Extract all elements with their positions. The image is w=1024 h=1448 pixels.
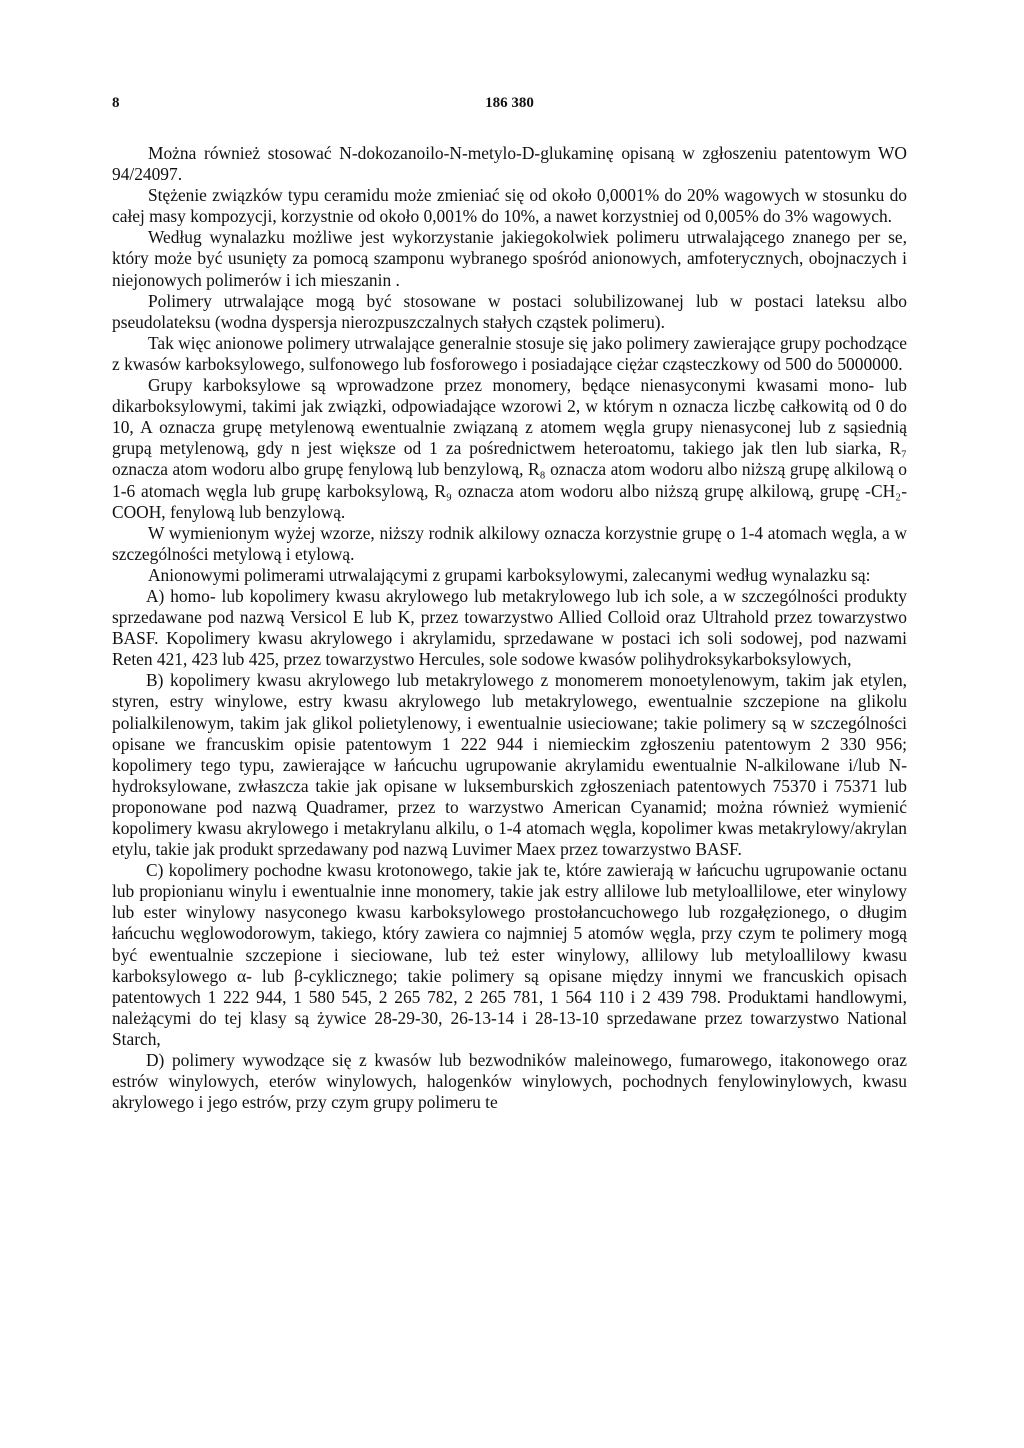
paragraph: Polimery utrwalające mogą być stosowane w postaci solubilizowanej lub w postaci lateksu albo pseudolateksu (wodna dyspersja nierozpuszczalnych stałych cząstek polimeru).	[112, 290, 907, 332]
page-number: 8	[112, 95, 120, 111]
list-item-b: B) kopolimery kwasu akrylowego lub metakrylowego z monomerem monoetylenowym, takim jak etylen, styren, estry winylowe, estry kwasu akrylowego lub metakrylowego, ewentualnie szczepione na glikolu polialkilenowym, takim jak glikol polietylenowy, i ewentualnie usieciowane; takie polimery są w szczególności opisane we francuskim opisie patentowym 1 222 944 i niemieckim zgłoszeniu patentowym 2 330 956; kopolimery tego typu, zawierające w łańcuchu ugrupowanie akrylamidu ewentualnie N-alkilowane i/lub N-hydroksylowane, zwłaszcza takie jak opisane w luksemburskich zgłoszeniach patentowych 75370 i 75371 lub proponowane pod nazwą Quadramer, przez to warzystwo American Cyanamid; można również wymienić kopolimery kwasu akrylowego i metakrylanu alkilu, o 1-4 atomach węgla, kopolimer kwas metakrylowy/akrylan etylu, takie jak produkt sprzedawany pod nazwą Luvimer Maex przez towarzystwo BASF.	[112, 670, 907, 860]
list-item-d: D) polimery wywodzące się z kwasów lub bezwodników maleinowego, fumarowego, itakonowego oraz estrów winylowych, eterów winylowych, halogenków winylowych, pochodnych fenylowinylowych, kwasu akrylowego i jego estrów, przy czym grupy polimeru te	[112, 1050, 907, 1113]
paragraph: Według wynalazku możliwe jest wykorzystanie jakiegokolwiek polimeru utrwalającego znanego per se, który może być usunięty za pomocą szamponu wybranego spośród anionowych, amfoterycznych, obojnaczych i niejonowych polimerów i ich mieszanin .	[112, 227, 907, 290]
paragraph: Tak więc anionowe polimery utrwalające generalnie stosuje się jako polimery zawierające grupy pochodzące z kwasów karboksylowego, sulfonowego lub fosforowego i posiadające ciężar cząsteczkowy od 500 do 5000000.	[112, 332, 907, 374]
list-item-a: A) homo- lub kopolimery kwasu akrylowego lub metakrylowego lub ich sole, a w szczególności produkty sprzedawane pod nazwą Versicol E lub K, przez towarzystwo Allied Colloid oraz Ultrahold przez towarzystwo BASF. Kopolimery kwasu akrylowego i akrylamidu, sprzedawane w postaci ich soli sodowej, pod nazwami Reten 421, 423 lub 425, przez towarzystwo Hercules, sole sodowe kwasów polihydroksykarboksylowych,	[112, 585, 907, 670]
paragraph: Stężenie związków typu ceramidu może zmieniać się od około 0,0001% do 20% wagowych w stosunku do całej masy kompozycji, korzystnie od około 0,001% do 10%, a nawet korzystniej od 0,005% do 3% wagowych.	[112, 185, 907, 227]
paragraph: Można również stosować N-dokozanoilo-N-metylo-D-glukaminę opisaną w zgłoszeniu patentowym WO 94/24097.	[112, 143, 907, 185]
paragraph: Grupy karboksylowe są wprowadzone przez monomery, będące nienasyconymi kwasami mono- lub dikarboksylowymi, takimi jak związki, odpowiadające wzorowi 2, w którym n oznacza liczbę całkowitą od 0 do 10, A oznacza grupę metylenową ewentualnie związaną z atomem węgla grupy nienasyconej lub z sąsiednią grupą metylenową, gdy n jest większe od 1 za pośrednictwem heteroatomu, takiego jak tlen lub siarka, R₇ oznacza atom wodoru albo grupę fenylową lub benzylową, R₈ oznacza atom wodoru albo niższą grupę alkilową o 1-6 atomach węgla lub grupę karboksylową, R₉ oznacza atom wodoru albo niższą grupę alkilową, grupę -CH₂-COOH, fenylową lub benzylową.	[112, 375, 907, 522]
list-item-c: C) kopolimery pochodne kwasu krotonowego, takie jak te, które zawierają w łańcuchu ugrupowanie octanu lub propionianu winylu i ewentualnie inne monomery, takie jak estry allilowe lub metyloallilowe, eter winylowy lub ester winylowy nasyconego kwasu karboksylowego prostołancuchowego lub rozgałęzionego, o długim łańcuchu węglowodorowym, takiego, który zawiera co najmniej 5 atomów węgla, przy czym te polimery mogą być ewentualnie szczepione i sieciowane, lub też ester winylowy, allilowy lub metyloallilowy kwasu karboksylowego α- lub β-cyklicznego; takie polimery są opisane między innymi we francuskich opisach patentowych 1 222 944, 1 580 545, 2 265 782, 2 265 781, 1 564 110 i 2 439 798. Produktami handlowymi, należącymi do tej klasy są żywice 28-29-30, 26-13-14 i 28-13-10 sprzedawane przez towarzystwo National Starch,	[112, 860, 907, 1049]
page-header	[112, 95, 907, 117]
document-number: 186 380	[485, 95, 534, 111]
paragraph: Anionowymi polimerami utrwalającymi z grupami karboksylowymi, zalecanymi według wynalazku są:	[148, 564, 871, 585]
body-text	[112, 143, 907, 1113]
paragraph: W wymienionym wyżej wzorze, niższy rodnik alkilowy oznacza korzystnie grupę o 1-4 atomach węgla, a w szczególności metylową i etylową.	[112, 522, 907, 564]
